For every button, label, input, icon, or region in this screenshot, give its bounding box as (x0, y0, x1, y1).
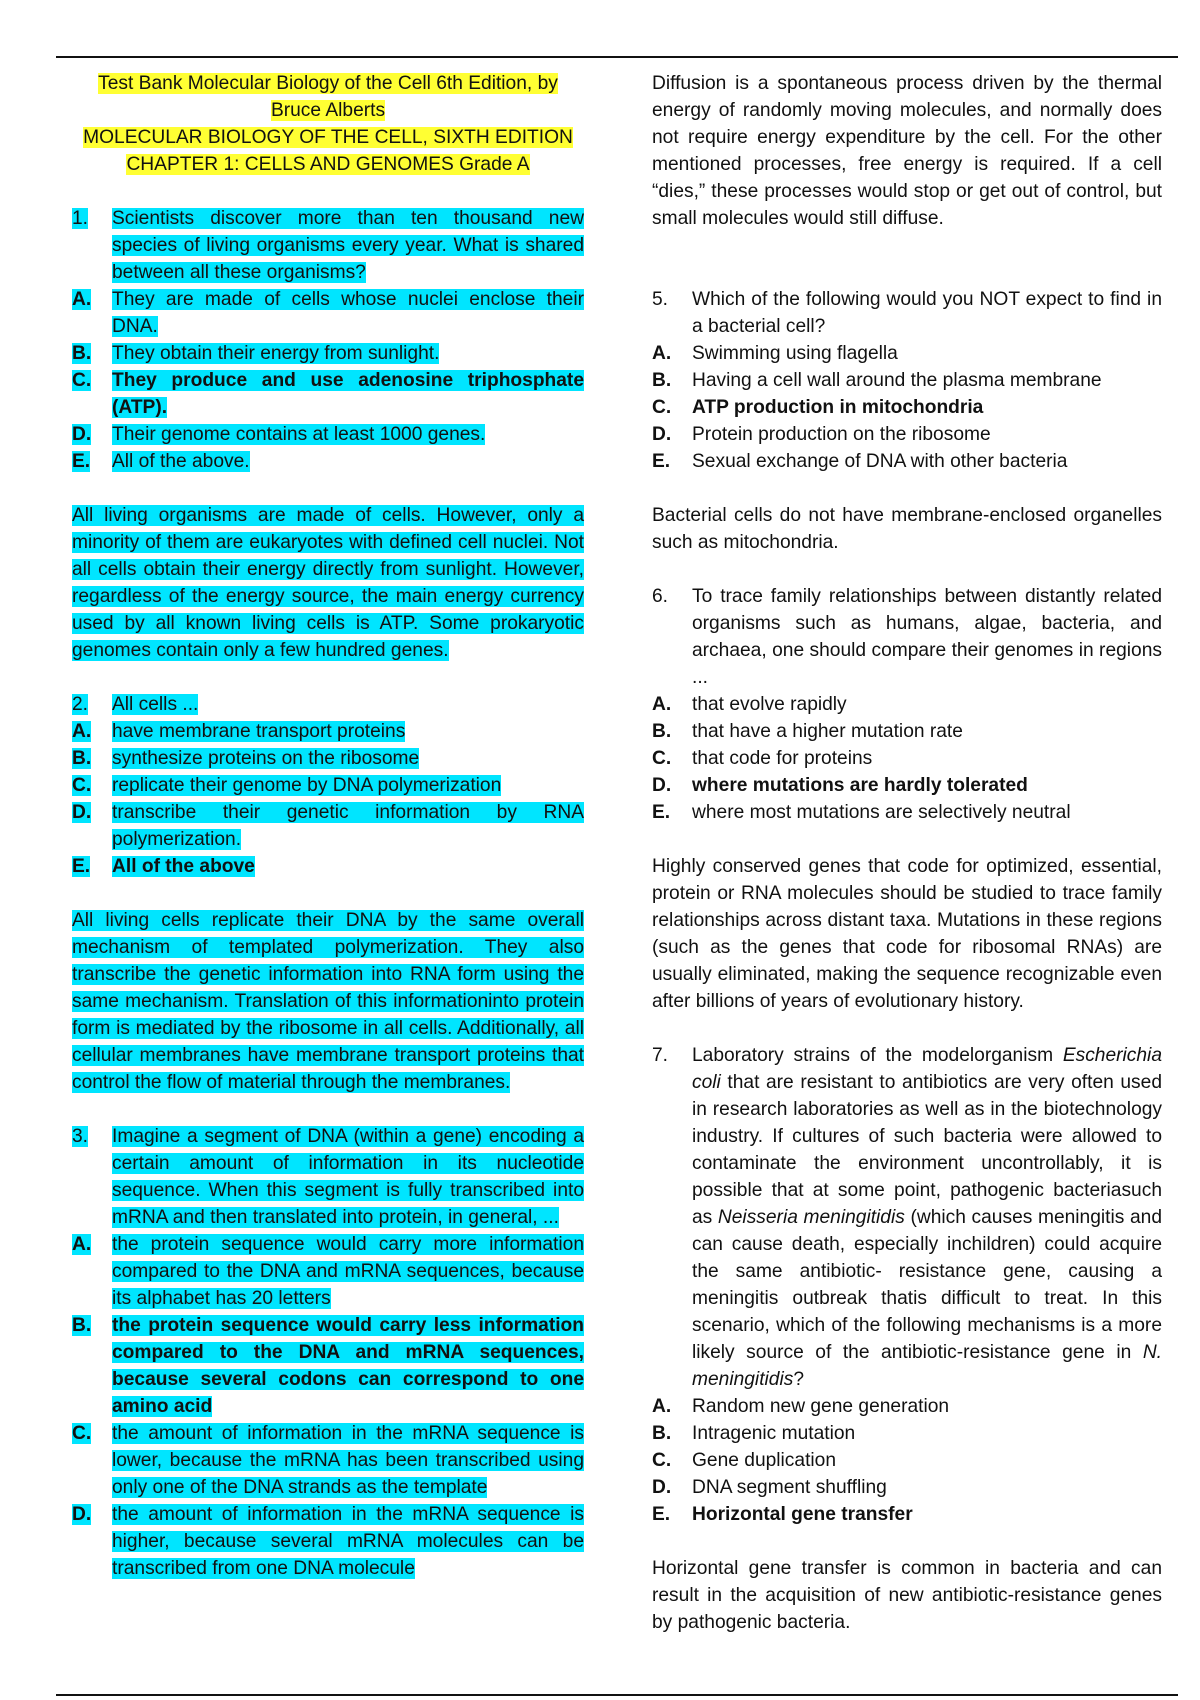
q2-option-c (72, 772, 584, 799)
q1-option-c (72, 367, 584, 421)
option-letter: D. (72, 424, 92, 445)
q6-option-d (652, 772, 1162, 799)
q7-text-part-4: ? (793, 1369, 804, 1390)
option-letter: B. (72, 343, 92, 364)
option-letter: B. (652, 370, 672, 391)
q5-explanation: Bacterial cells do not have membrane-enclosed organelles such as mitochondria. (652, 505, 1162, 553)
option-text: that code for proteins (692, 748, 873, 769)
species-name: Neisseria meningitidis (717, 1207, 905, 1228)
question-1 (72, 205, 584, 286)
q3-option-b (72, 1312, 584, 1420)
q7-option-b (652, 1420, 1162, 1447)
option-letter: A. (652, 1396, 672, 1417)
q7-explanation: Horizontal gene transfer is common in bacteria and can result in the acquisition of new antibiotic-resistance genes by pathogenic bacteria. (652, 1558, 1162, 1633)
document-header (72, 70, 584, 178)
q7-text-part-3: (which causes meningitis and can cause death, especially inchildren) could acquire the same antibiotic- resistance gene, causing a meningitis outbreak thatis difficult to treat. In this scenario, which of the following mechanisms is a more likely source of the antibiotic-resistance gene in (692, 1207, 1162, 1363)
bottom-rule (56, 1694, 1178, 1696)
q7-option-c (652, 1447, 1162, 1474)
question-number: 2. (72, 694, 89, 715)
q7-option-d (652, 1474, 1162, 1501)
option-text: the amount of information in the mRNA sequence is lower, because the mRNA has been transcribed using only one of the DNA strands as the template (112, 1423, 584, 1498)
option-text: synthesize proteins on the ribosome (112, 748, 420, 769)
q3-option-d (72, 1501, 584, 1582)
option-letter: D. (72, 1504, 92, 1525)
question-number: 3. (72, 1126, 89, 1147)
option-text: that have a higher mutation rate (692, 721, 963, 742)
option-letter: A. (652, 343, 672, 364)
option-letter: A. (72, 289, 92, 310)
question-2 (72, 691, 584, 718)
option-letter: A. (652, 694, 672, 715)
option-text: They are made of cells whose nuclei enclose their DNA. (112, 289, 584, 337)
option-letter: E. (652, 1504, 671, 1525)
header-line-3: MOLECULAR BIOLOGY OF THE CELL, SIXTH EDITION (83, 127, 573, 148)
option-letter: C. (652, 397, 672, 418)
q3-option-a (72, 1231, 584, 1312)
q6-option-e (652, 799, 1162, 826)
question-5 (652, 286, 1162, 340)
q5-option-d (652, 421, 1162, 448)
option-text: that evolve rapidly (692, 694, 847, 715)
question-text: Which of the following would you NOT expect to find in a bacterial cell? (692, 289, 1162, 337)
option-text: Protein production on the ribosome (692, 424, 991, 445)
q5-option-e (652, 448, 1162, 475)
option-letter: C. (72, 370, 92, 391)
option-letter: D. (652, 424, 672, 445)
option-letter: A. (72, 1234, 92, 1255)
option-letter: E. (72, 451, 91, 472)
question-text: Scientists discover more than ten thousand new species of living organisms every year. What is shared between all these organisms? (112, 208, 584, 283)
q5-option-a (652, 340, 1162, 367)
question-number: 6. (652, 586, 669, 607)
header-line-4: CHAPTER 1: CELLS AND GENOMES Grade A (126, 154, 530, 175)
question-text: Imagine a segment of DNA (within a gene) encoding a certain amount of information in its nucleotide sequence. When this segment is fully transcribed into mRNA and then translated into protein, in general, ... (112, 1126, 584, 1228)
q1-option-b (72, 340, 584, 367)
q1-option-a (72, 286, 584, 340)
option-letter: E. (652, 451, 671, 472)
option-text: the protein sequence would carry less information compared to the DNA and mRNA sequences, because several codons can correspond to one amino acid (112, 1315, 584, 1417)
option-letter: C. (72, 775, 92, 796)
option-text: Horizontal gene transfer (692, 1504, 913, 1525)
option-text: transcribe their genetic information by RNA polymerization. (112, 802, 584, 850)
option-text: have membrane transport proteins (112, 721, 406, 742)
question-text (692, 1042, 1162, 1393)
option-letter: A. (72, 721, 92, 742)
header-line-2: Bruce Alberts (270, 100, 386, 121)
q1-option-e (72, 448, 584, 475)
question-text: All cells ... (112, 694, 199, 715)
q6-option-a (652, 691, 1162, 718)
question-6 (652, 583, 1162, 691)
q2-option-d (72, 799, 584, 853)
option-letter: D. (652, 775, 672, 796)
diffusion-explanation: Diffusion is a spontaneous process driven by the thermal energy of randomly moving molecules, and normally does not require energy expenditure by the cell. For the other mentioned processes, free energy is required. If a cell “dies,” these processes would stop or get out of control, but small molecules would still diffuse. (652, 73, 1162, 229)
question-number: 7. (652, 1045, 669, 1066)
q5-option-c (652, 394, 1162, 421)
option-letter: C. (652, 1450, 672, 1471)
question-number: 1. (72, 208, 89, 229)
q2-option-a (72, 718, 584, 745)
option-text: Sexual exchange of DNA with other bacteria (692, 451, 1068, 472)
option-letter: B. (652, 1423, 672, 1444)
q5-option-b (652, 367, 1162, 394)
option-text: replicate their genome by DNA polymerization (112, 775, 502, 796)
q2-option-e (72, 853, 584, 880)
option-letter: C. (72, 1423, 92, 1444)
q2-explanation: All living cells replicate their DNA by the same overall mechanism of templated polymerization. They also transcribe the genetic information into RNA form using the same mechanism. Translation of this informationinto protein form is mediated by the ribosome in all cells. Additionally, all cellular membranes have membrane transport proteins that control the flow of material through the membranes. (72, 910, 584, 1093)
option-letter: C. (652, 748, 672, 769)
q7-text-part-2: that are resistant to antibiotics are very often used in research laboratories as well as in the biotechnology industry. If cultures of such bacteria were allowed to contaminate the environment uncontrollably, it is possible that at some point, pathogenic bacteriasuch as (692, 1072, 1162, 1228)
species-name: Escherichia coli (692, 1045, 1162, 1093)
left-column (72, 70, 584, 1582)
option-text: where most mutations are selectively neutral (692, 802, 1071, 823)
option-text: Gene duplication (692, 1450, 837, 1471)
option-text: ATP production in mitochondria (692, 397, 984, 418)
option-text: Swimming using flagella (692, 343, 898, 364)
q3-option-c (72, 1420, 584, 1501)
species-name: N. meningitidis (692, 1342, 1162, 1390)
option-text: All of the above. (112, 451, 250, 472)
option-text: the protein sequence would carry more information compared to the DNA and mRNA sequences, because its alphabet has 20 letters (112, 1234, 584, 1309)
q7-option-a (652, 1393, 1162, 1420)
q7-option-e (652, 1501, 1162, 1528)
right-column (652, 70, 1162, 1663)
option-text: Intragenic mutation (692, 1423, 856, 1444)
option-letter: B. (72, 748, 92, 769)
q6-option-b (652, 718, 1162, 745)
option-letter: B. (652, 721, 672, 742)
q1-explanation: All living organisms are made of cells. However, only a minority of them are eukaryotes with defined cell nuclei. Not all cells obtain their energy directly from sunlight. However, regardless of the energy source, the main energy currency used by all known living cells is ATP. Some prokaryotic genomes contain only a few hundred genes. (72, 505, 584, 661)
option-text: the amount of information in the mRNA sequence is higher, because several mRNA molecules can be transcribed from one DNA molecule (112, 1504, 584, 1579)
option-text: where mutations are hardly tolerated (692, 775, 1028, 796)
option-text: They obtain their energy from sunlight. (112, 343, 440, 364)
option-text: Having a cell wall around the plasma membrane (692, 370, 1102, 391)
option-letter: D. (72, 802, 92, 823)
option-text: DNA segment shuffling (692, 1477, 887, 1498)
top-rule (56, 56, 1178, 58)
question-3 (72, 1123, 584, 1231)
q2-option-b (72, 745, 584, 772)
option-letter: E. (652, 802, 671, 823)
option-text: They produce and use adenosine triphosphate (ATP). (112, 370, 584, 418)
question-number: 5. (652, 289, 669, 310)
q1-option-d (72, 421, 584, 448)
question-7 (652, 1042, 1162, 1393)
option-letter: B. (72, 1315, 92, 1336)
q6-option-c (652, 745, 1162, 772)
q6-explanation: Highly conserved genes that code for optimized, essential, protein or RNA molecules should be studied to trace family relationships across distant taxa. Mutations in these regions (such as the genes that code for ribosomal RNAs) are usually eliminated, making the sequence recognizable even after billions of years of evolutionary history. (652, 856, 1162, 1012)
question-text: To trace family relationships between distantly related organisms such as humans, algae, bacteria, and archaea, one should compare their genomes in regions ... (692, 586, 1162, 688)
header-line-1: Test Bank Molecular Biology of the Cell 6th Edition, by (98, 73, 558, 94)
option-text: Their genome contains at least 1000 genes. (112, 424, 486, 445)
option-text: Random new gene generation (692, 1396, 950, 1417)
option-letter: E. (72, 856, 91, 877)
option-text: All of the above (112, 856, 255, 877)
q7-text-part-1: Laboratory strains of the modelorganism (692, 1045, 1063, 1066)
option-letter: D. (652, 1477, 672, 1498)
